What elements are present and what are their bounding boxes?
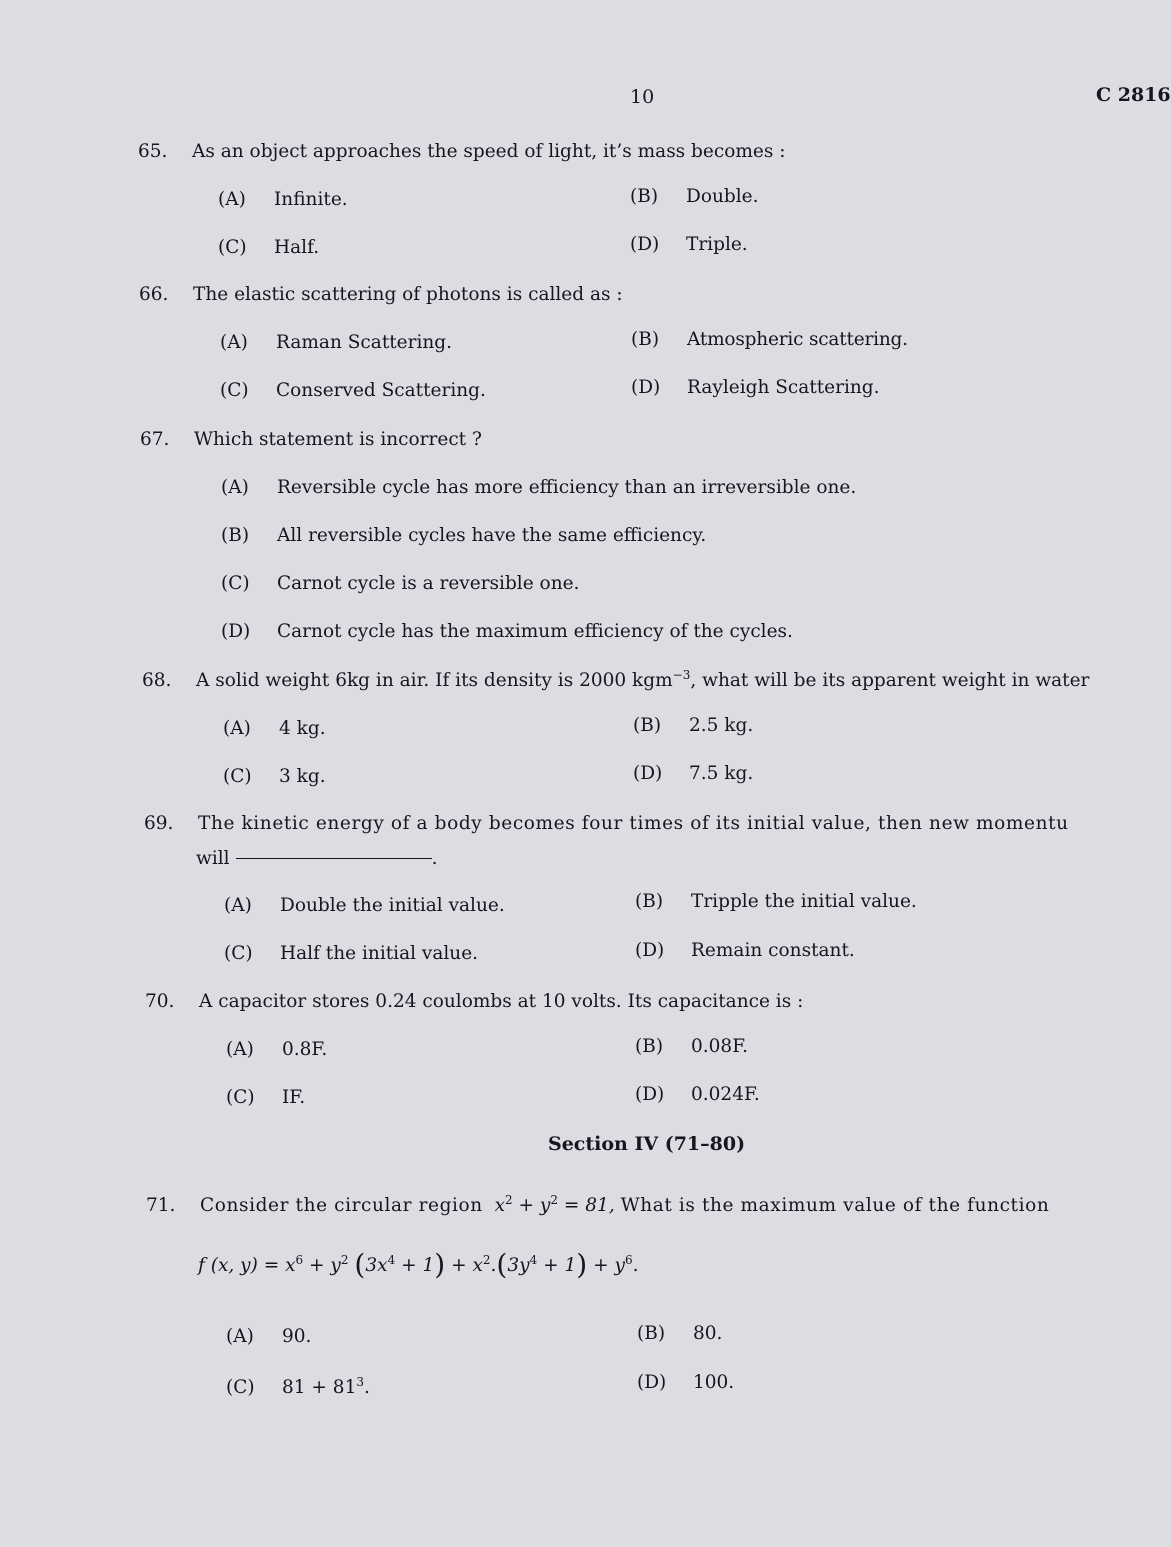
- question-number: 65.: [138, 141, 168, 162]
- option-68-c: [223, 766, 326, 787]
- question-text: Consider the circular region: [200, 1195, 483, 1217]
- option-71-b: [637, 1323, 722, 1344]
- option-text: Half the initial value.: [280, 943, 479, 964]
- option-label: (C): [226, 1377, 255, 1399]
- option-text: Infinite.: [274, 189, 348, 210]
- answer-blank: [236, 858, 432, 859]
- option-text: 0.8F.: [282, 1039, 328, 1060]
- option-exponent: 3: [356, 1375, 364, 1389]
- option-label: (A): [223, 718, 251, 739]
- option-label: (A): [218, 189, 246, 210]
- option-text: Double.: [686, 186, 759, 207]
- option-67-b: [221, 525, 706, 546]
- option-text: Tripple the initial value.: [691, 891, 917, 912]
- option-66-a: [220, 332, 452, 353]
- option-label: (C): [218, 237, 247, 258]
- option-71-a: [226, 1326, 311, 1347]
- option-67-d: [221, 621, 793, 642]
- option-label: (D): [631, 377, 661, 398]
- option-68-d: [633, 763, 753, 784]
- option-label: (D): [630, 234, 660, 255]
- option-69-b: [635, 891, 917, 912]
- option-text: 81 + 81: [282, 1377, 357, 1399]
- option-text: 100.: [693, 1372, 735, 1393]
- option-text: Triple.: [686, 234, 748, 255]
- option-65-d: [630, 234, 748, 255]
- option-label: (A): [221, 477, 249, 498]
- option-71-d: [637, 1372, 734, 1393]
- option-71-c: [226, 1375, 370, 1398]
- question-66: [139, 284, 623, 305]
- option-text: All reversible cycles have the same efficiency.: [277, 525, 707, 546]
- option-text: Conserved Scattering.: [276, 380, 486, 401]
- option-70-d: [635, 1084, 760, 1105]
- option-label: (C): [223, 766, 252, 787]
- option-70-a: [226, 1039, 327, 1060]
- question-text: The elastic scattering of photons is called as :: [193, 284, 623, 305]
- section-heading: Section IV (71–80): [548, 1133, 746, 1155]
- paper-code: C 2816: [1096, 84, 1171, 106]
- option-65-c: [218, 237, 319, 258]
- option-text: Rayleigh Scattering.: [687, 377, 880, 398]
- option-label: (B): [635, 1036, 664, 1057]
- option-label: (B): [637, 1323, 666, 1344]
- option-67-a: [221, 477, 856, 498]
- option-66-c: [220, 380, 486, 401]
- question-text: A capacitor stores 0.24 coulombs at 10 volts. Its capacitance is :: [199, 991, 804, 1012]
- option-text: 90.: [282, 1326, 312, 1347]
- option-text: Half.: [274, 237, 320, 258]
- density-exponent: −3: [672, 668, 691, 682]
- option-67-c: [221, 573, 579, 594]
- question-text-continued: What is the maximum value of the function: [620, 1195, 1050, 1217]
- option-text: 2.5 kg.: [689, 715, 754, 736]
- option-label: (D): [633, 763, 663, 784]
- option-68-a: [223, 718, 326, 739]
- option-text-end: .: [363, 1377, 370, 1399]
- option-69-d: [635, 940, 855, 961]
- option-65-b: [630, 186, 758, 207]
- option-text: 4 kg.: [279, 718, 326, 739]
- option-label: (B): [630, 186, 659, 207]
- option-text: Reversible cycle has more efficiency than an irreversible one.: [277, 477, 857, 498]
- option-text: Atmospheric scattering.: [687, 329, 908, 350]
- option-66-d: [631, 377, 880, 398]
- option-text: IF.: [282, 1087, 306, 1108]
- question-number: 71.: [146, 1195, 176, 1217]
- option-label: (A): [226, 1326, 254, 1347]
- option-text: Double the initial value.: [280, 895, 505, 916]
- option-label: (A): [224, 895, 252, 916]
- option-label: (D): [221, 621, 251, 642]
- option-label: (D): [637, 1372, 667, 1393]
- option-label: (A): [220, 332, 248, 353]
- question-68: [142, 668, 1089, 691]
- circle-equation: $x^2 + y^2 = 81$,: [488, 1193, 615, 1217]
- option-label: (B): [633, 715, 662, 736]
- option-70-b: [635, 1036, 748, 1057]
- option-text: Remain constant.: [691, 940, 855, 961]
- option-text: 0.08F.: [691, 1036, 749, 1057]
- option-label: (D): [635, 1084, 665, 1105]
- option-label: (C): [224, 943, 253, 964]
- option-69-c: [224, 943, 478, 964]
- question-70: [145, 991, 803, 1012]
- question-text: As an object approaches the speed of light, it’s mass becomes :: [192, 141, 786, 162]
- option-70-c: [226, 1087, 305, 1108]
- question-text: Which statement is incorrect ?: [194, 429, 482, 450]
- question-text-continued: , what will be its apparent weight in water: [690, 670, 1090, 692]
- page-number: 10: [630, 86, 655, 108]
- option-65-a: [218, 189, 348, 210]
- option-label: (C): [226, 1087, 255, 1108]
- question-number: 70.: [145, 991, 175, 1012]
- question-number: 67.: [140, 429, 170, 450]
- question-65: [138, 141, 785, 162]
- option-label: (B): [221, 525, 250, 546]
- option-text: 3 kg.: [279, 766, 326, 787]
- function-formula: f (x, $y) = x^6 + y^2$ $(3x^4 + 1) + x^2.(3y^4 + 1) + y^6$.: [198, 1248, 639, 1282]
- option-label: (C): [220, 380, 249, 401]
- option-69-a: [224, 895, 505, 916]
- option-label: (D): [635, 940, 665, 961]
- question-71: [146, 1193, 1049, 1216]
- option-text: Raman Scattering.: [276, 332, 453, 353]
- option-66-b: [631, 329, 908, 350]
- option-text: 80.: [693, 1323, 723, 1344]
- option-text: 7.5 kg.: [689, 763, 754, 784]
- option-label: (C): [221, 573, 250, 594]
- question-text: The kinetic energy of a body becomes four times of its initial value, then new momentu: [198, 813, 1069, 834]
- option-text: Carnot cycle is a reversible one.: [277, 573, 580, 594]
- option-label: (A): [226, 1039, 254, 1060]
- question-number: 68.: [142, 670, 172, 692]
- question-text: A solid weight 6kg in air. If its density is 2000 kgm: [196, 670, 673, 692]
- option-text: 0.024F.: [691, 1084, 760, 1105]
- option-68-b: [633, 715, 753, 736]
- option-label: (B): [631, 329, 660, 350]
- option-label: (B): [635, 891, 664, 912]
- question-69-line2: will .: [196, 848, 438, 869]
- question-number: 69.: [144, 813, 174, 834]
- question-number: 66.: [139, 284, 169, 305]
- option-text: Carnot cycle has the maximum efficiency of the cycles.: [277, 621, 793, 642]
- question-67: [140, 429, 482, 450]
- question-text-continued: will: [196, 848, 230, 869]
- question-69: [144, 813, 1069, 834]
